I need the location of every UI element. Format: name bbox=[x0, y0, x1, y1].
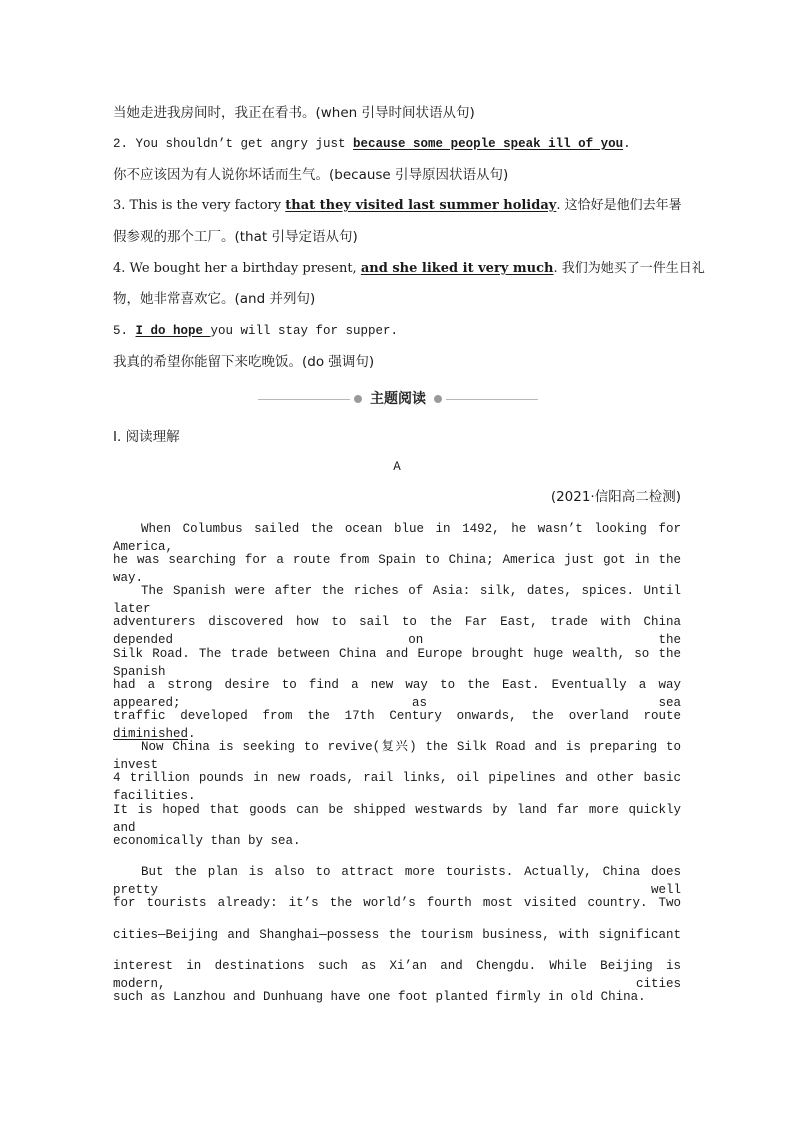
sentence-3-translation: 假参观的那个工厂。(that 引导定语从句) bbox=[113, 229, 358, 245]
sentence-1-translation: 当她走进我房间时，我正在看书。(when 引导时间状语从句) bbox=[113, 105, 475, 121]
sentence-3-suffix: . 这恰好是他们去年暑 bbox=[556, 198, 682, 213]
sentence-4-answer: and she liked it very much bbox=[360, 261, 554, 276]
section-dot-right bbox=[434, 395, 442, 403]
passage-line: It is hoped that goods can be shipped westwards by land far more quickly and bbox=[113, 803, 681, 835]
passage-line: for tourists already: it’s the world’s fourth most visited country. Two bbox=[113, 896, 681, 910]
sentence-4-prefix: 4. We bought her a birthday present, bbox=[113, 261, 361, 276]
passage-source: (2021·信阳高二检测) bbox=[550, 489, 681, 505]
underlined-word-diminished: diminished bbox=[113, 727, 189, 741]
sentence-2 bbox=[113, 135, 681, 153]
passage-line: Now China is seeking to revive(复兴) the Silk Road and is preparing to invest bbox=[113, 740, 681, 772]
sentence-2-suffix: . bbox=[623, 137, 631, 151]
passage-line: adventurers discovered how to sail to the Far East, trade with China depended on the bbox=[113, 615, 681, 647]
passage-line: economically than by sea. bbox=[113, 834, 301, 848]
passage-line: The Spanish were after the riches of Asia: silk, dates, spices. Until later bbox=[113, 584, 681, 616]
passage-line: cities—Beijing and Shanghai—possess the tourism business, with significant bbox=[113, 928, 681, 942]
sentence-4-translation: 物，她非常喜欢它。(and 并列句) bbox=[113, 291, 316, 307]
passage-line: 4 trillion pounds in new roads, rail links, oil pipelines and other basic facilities. bbox=[113, 771, 681, 803]
reading-part-title: Ⅰ. 阅读理解 bbox=[113, 429, 180, 445]
sentence-2-answer: because some people speak ill of you bbox=[353, 137, 624, 151]
sentence-3-answer: that they visited last summer holiday bbox=[285, 198, 557, 213]
sentence-4 bbox=[113, 260, 705, 278]
sentence-4-suffix: . 我们为她买了一件生日礼 bbox=[553, 261, 705, 276]
passage-letter: A bbox=[393, 460, 401, 474]
passage-line: he was searching for a route from Spain to China; America just got in the way. bbox=[113, 553, 681, 585]
sentence-5 bbox=[113, 322, 681, 340]
passage-text: . bbox=[188, 727, 196, 741]
sentence-3 bbox=[113, 197, 681, 215]
sentence-2-prefix: 2. You shouldn’t get angry just bbox=[113, 137, 354, 151]
passage-line: But the plan is also to attract more tourists. Actually, China does pretty well bbox=[113, 865, 681, 897]
passage-line: such as Lanzhou and Dunhuang have one foot planted firmly in old China. bbox=[113, 990, 646, 1004]
sentence-5-translation: 我真的希望你能留下来吃晚饭。(do 强调句) bbox=[113, 354, 375, 370]
passage-line: had a strong desire to find a new way to the East. Eventually a way appeared; as sea bbox=[113, 678, 681, 710]
sentence-5-suffix: you will stay for supper. bbox=[210, 324, 399, 338]
section-rule-left bbox=[258, 399, 350, 400]
section-title: 主题阅读 bbox=[370, 391, 426, 407]
section-rule-right bbox=[446, 399, 538, 400]
section-dot-left bbox=[354, 395, 362, 403]
sentence-2-translation: 你不应该因为有人说你坏话而生气。(because 引导原因状语从句) bbox=[113, 167, 509, 183]
passage-line: Silk Road. The trade between China and Europe brought huge wealth, so the Spanish bbox=[113, 647, 681, 679]
passage-text: traffic developed from the 17th Century onwards, the overland route bbox=[113, 709, 681, 723]
passage-line: interest in destinations such as Xi’an and Chengdu. While Beijing is modern, cities bbox=[113, 959, 681, 991]
sentence-5-prefix: 5. bbox=[113, 324, 136, 338]
passage-line: When Columbus sailed the ocean blue in 1492, he wasn’t looking for America, bbox=[113, 522, 681, 554]
sentence-3-prefix: 3. This is the very factory bbox=[113, 198, 286, 213]
section-header bbox=[258, 389, 538, 409]
sentence-5-answer: I do hope bbox=[135, 324, 211, 338]
